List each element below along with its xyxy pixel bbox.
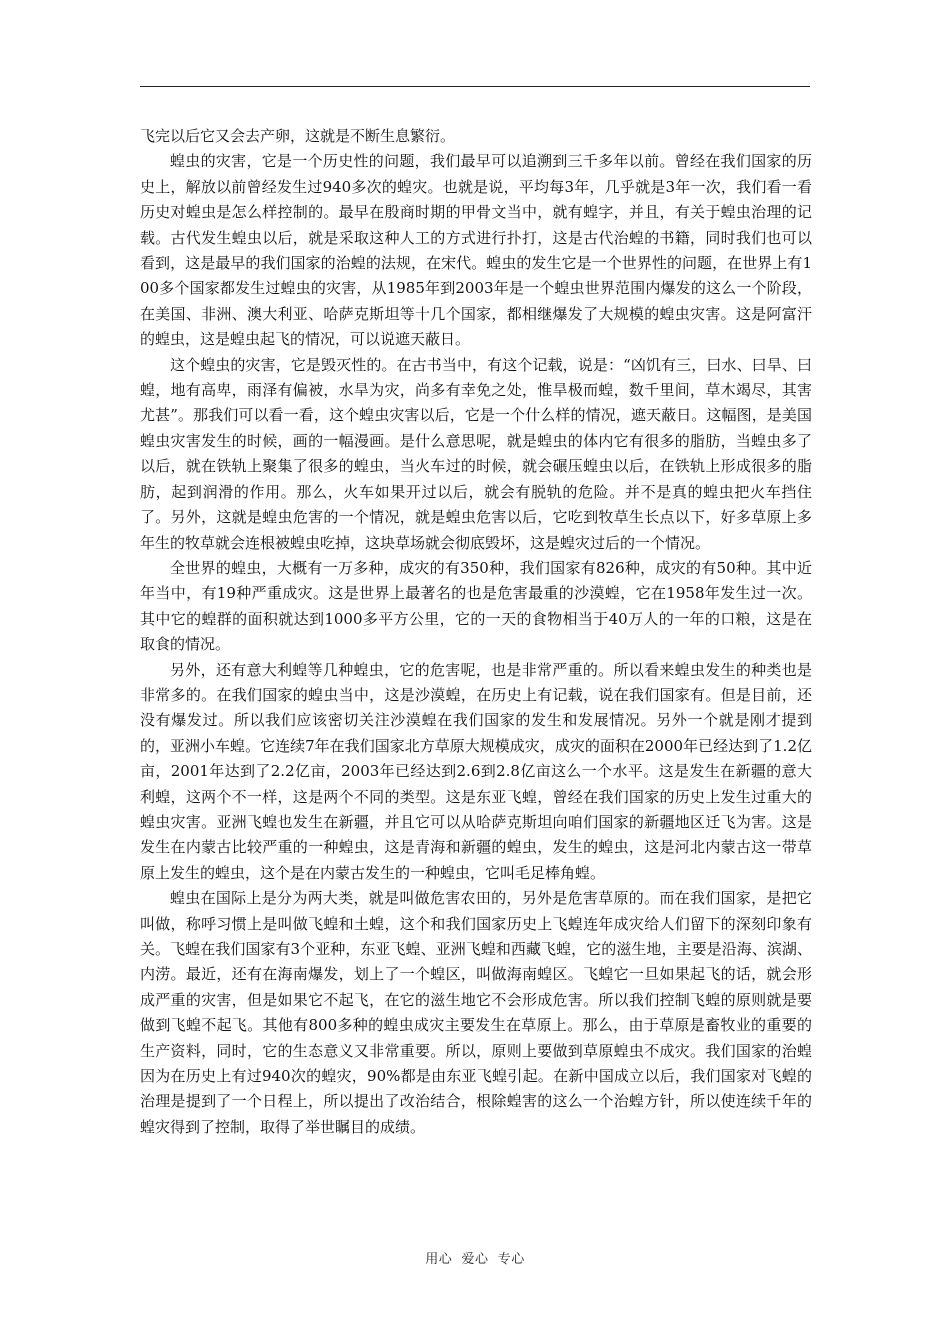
- paragraph: 这个蝗虫的灾害，它是毁灭性的。在古书当中，有这个记载，说是：“凶饥有三，曰水、曰旱、曰蝗，地有高卑，雨泽有偏被，水旱为灾，尚多有幸免之处，惟旱极而蝗，数千里间，草木竭尽，其害尤甚”。那我们可以看一看，这个蝗虫灾害以后，它是一个什么样的情况，遮天蔽日。这幅图，是美国蝗虫灾害发生的时候，画的一幅漫画。是什么意思呢，就是蝗虫的体内它有很多的脂肪，当蝗虫多了以后，就在铁轨上聚集了很多的蝗虫，当火车过的时候，就会碾压蝗虫以后，在铁轨上形成很多的脂肪，起到润滑的作用。那么，火车如果开过以后，就会有脱轨的危险。并不是真的蝗虫把火车挡住了。另外，这就是蝗虫危害的一个情况，就是蝗虫危害以后，它吃到牧草生长点以下，好多草原上多年生的牧草就会连根被蝗虫吃掉，这块草场就会彻底毁坏，这是蝗灾过后的一个情况。: [140, 355, 812, 552]
- paragraph: 另外，还有意大利蝗等几种蝗虫，它的危害呢，也是非常严重的。所以看来蝗虫发生的种类也是非常多的。在我们国家的蝗虫当中，这是沙漠蝗，在历史上有记载，说在我们国家有。但是目前，还没有爆发过。所以我们应该密切关注沙漠蝗在我们国家的发生和发展情况。另外一个就是刚才提到的，亚洲小车蝗。它连续7年在我们国家北方草原大规模成灾，成灾的面积在2000年已经达到了1.2亿亩，2001年达到了2.2亿亩，2003年已经达到2.6到2.8亿亩这么一个水平。这是发生在新疆的意大利蝗，这两个不一样，这是两个不同的类型。这是东亚飞蝗，曾经在我们国家的历史上发生过重大的蝗虫灾害。亚洲飞蝗也发生在新疆，并且它可以从哈萨克斯坦向咱们国家的新疆地区迁飞为害。这是发生在内蒙古比较严重的一种蝗虫，这是青海和新疆的蝗虫，发生的蝗虫，这是河北内蒙古这一带草原上发生的蝗虫，这个是在内蒙古发生的一种蝗虫，它叫毛足棒角蝗。: [140, 660, 812, 882]
- page-footer: 用心 爱心 专心: [425, 1252, 525, 1267]
- paragraph: 全世界的蝗虫，大概有一万多种，成灾的有350种，我们国家有826种，成灾的有50种。其中近年当中，有19种严重成灾。这是世界上最著名的也是危害最重的沙漠蝗，它在1958年发生过一次。其中它的蝗群的面积就达到1000多平方公里，它的一天的食物相当于40万人的一年的口粮，这是在取食的情况。: [140, 558, 812, 654]
- paragraph: 飞完以后它又会去产卵，这就是不断生息繁衍。: [140, 127, 456, 145]
- document-body: [140, 124, 812, 1140]
- paragraph: 蝗虫在国际上是分为两大类，就是叫做危害农田的，另外是危害草原的。而在我们国家，是把它叫做，称呼习惯上是叫做飞蝗和土蝗，这个和我们国家历史上飞蝗连年成灾给人们留下的深刻印象有关。飞蝗在我们国家有3个亚种，东亚飞蝗、亚洲飞蝗和西藏飞蝗，它的滋生地，主要是沿海、滨湖、内涝。最近，还有在海南爆发，划上了一个蝗区，叫做海南蝗区。飞蝗它一旦如果起飞的话，就会形成严重的灾害，但是如果它不起飞，在它的滋生地它不会形成危害。所以我们控制飞蝗的原则就是要做到飞蝗不起飞。其他有800多种的蝗虫成灾主要发生在草原上。那么，由于草原是畜牧业的重要的生产资料，同时，它的生态意义又非常重要。所以，原则上要做到草原蝗虫不成灾。我们国家的治蝗因为在历史上有过940次的蝗灾，90%都是由东亚飞蝗引起。在新中国成立以后，我们国家对飞蝗的治理是提到了一个日程上，所以提出了改治结合，根除蝗害的这么一个治蝗方针，所以使连续千年的蝗灾得到了控制，取得了举世瞩目的成绩。: [140, 889, 812, 1136]
- paragraph: 蝗虫的灾害，它是一个历史性的问题，我们最早可以追溯到三千多年以前。曾经在我们国家的历史上，解放以前曾经发生过940多次的蝗灾。也就是说，平均每3年，几乎就是3年一次，我们看一看历史对蝗虫是怎么样控制的。最早在殷商时期的甲骨文当中，就有蝗字，并且，有关于蝗虫治理的记载。古代发生蝗虫以后，就是采取这种人工的方式进行扑打，这是古代治蝗的书籍，同时我们也可以看到，这是最早的我们国家的治蝗的法规，在宋代。蝗虫的发生它是一个世界性的问题，在世界上有100多个国家都发生过蝗虫的灾害，从1985年到2003年是一个蝗虫世界范围内爆发的这么一个阶段，在美国、非洲、澳大利亚、哈萨克斯坦等十几个国家，都相继爆发了大规模的蝗虫灾害。这是阿富汗的蝗虫，这是蝗虫起飞的情况，可以说遮天蔽日。: [140, 152, 812, 349]
- header-rule: [140, 86, 810, 87]
